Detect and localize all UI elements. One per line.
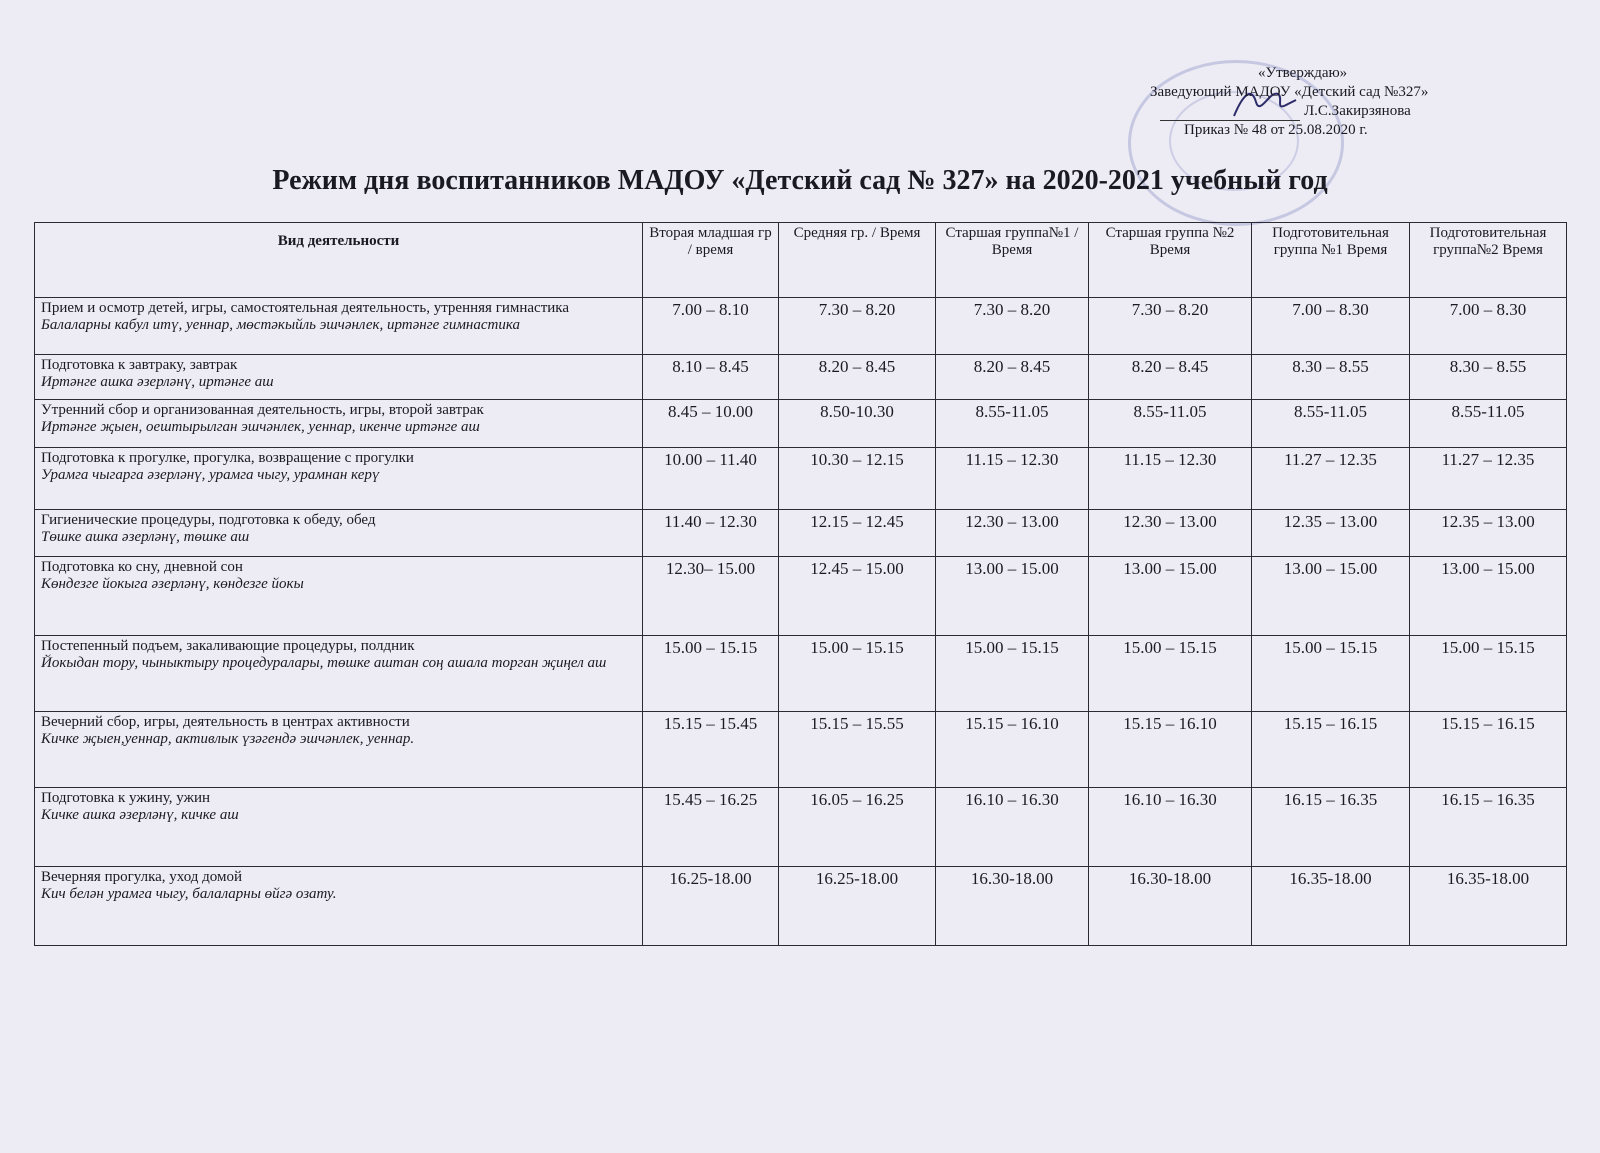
header-group-1: Вторая младшая гр / время [643,223,779,298]
activity-tt: Кичке җыен,уеннар, активлык үзәгендә эшчәнлек, уеннар. [41,731,415,747]
time-cell: 12.45 – 15.00 [779,557,936,636]
activity-ru: Вечерняя прогулка, уход домой [41,869,243,885]
time-cell: 15.00 – 15.15 [936,636,1089,712]
activity-tt: Иртәнге ашка әзерләнү, иртәнге аш [41,374,274,390]
time-cell: 15.45 – 16.25 [643,788,779,867]
signature-line [1160,106,1300,121]
activity-cell [35,298,643,355]
activity-tt: Балаларны кабул итү, уеннар, мөстәкыйль эшчәнлек, иртәнге гимнастика [41,317,520,333]
activity-cell [35,867,643,946]
time-cell: 12.30 – 13.00 [1089,510,1252,557]
approval-block [1150,64,1490,140]
time-cell: 15.15 – 16.15 [1410,712,1567,788]
time-cell: 10.30 – 12.15 [779,448,936,510]
time-cell: 7.30 – 8.20 [779,298,936,355]
activity-cell [35,712,643,788]
header-group-3: Старшая группа№1 / Время [936,223,1089,298]
time-cell: 8.55-11.05 [1410,400,1567,448]
time-cell: 12.30– 15.00 [643,557,779,636]
time-cell: 16.25-18.00 [779,867,936,946]
time-cell: 15.00 – 15.15 [1252,636,1410,712]
activity-tt: Төшке ашка әзерләнү, төшке аш [41,529,250,545]
time-cell: 13.00 – 15.00 [1252,557,1410,636]
header-activity: Вид деятельности [35,223,643,298]
header-group-2: Средняя гр. / Время [779,223,936,298]
time-cell: 8.30 – 8.55 [1410,355,1567,400]
time-cell: 16.15 – 16.35 [1410,788,1567,867]
time-cell: 12.35 – 13.00 [1410,510,1567,557]
header-group-5: Подготовительная группа №1 Время [1252,223,1410,298]
time-cell: 8.55-11.05 [936,400,1089,448]
approval-title: «Утверждаю» [1258,65,1348,81]
time-cell: 10.00 – 11.40 [643,448,779,510]
approval-signer-name: Л.С.Закирзянова [1304,103,1411,119]
activity-tt: Иртәнге җыен, оештырылган эшчәнлек, уеннар, икенче иртәнге аш [41,419,480,435]
time-cell: 15.15 – 16.10 [936,712,1089,788]
activity-ru: Гигиенические процедуры, подготовка к обеду, обед [41,512,376,528]
activity-tt: Кичке ашка әзерләнү, кичке аш [41,807,239,823]
activity-ru: Подготовка ко сну, дневной сон [41,559,243,575]
activity-cell [35,788,643,867]
schedule-table [34,222,1567,946]
page-title: Режим дня воспитанников МАДОУ «Детский сад № 327» на 2020-2021 учебный год [272,165,1328,196]
time-cell: 7.30 – 8.20 [1089,298,1252,355]
table-row [35,355,1567,400]
table-row [35,788,1567,867]
time-cell: 7.00 – 8.30 [1410,298,1567,355]
time-cell: 15.15 – 15.45 [643,712,779,788]
time-cell: 16.10 – 16.30 [936,788,1089,867]
time-cell: 16.35-18.00 [1410,867,1567,946]
time-cell: 12.30 – 13.00 [936,510,1089,557]
activity-ru: Прием и осмотр детей, игры, самостоятельная деятельность, утренняя гимнастика [41,300,570,316]
time-cell: 15.00 – 15.15 [779,636,936,712]
time-cell: 8.20 – 8.45 [1089,355,1252,400]
time-cell: 7.00 – 8.30 [1252,298,1410,355]
time-cell: 16.05 – 16.25 [779,788,936,867]
approval-position: Заведующий МАДОУ «Детский сад №327» [1150,84,1429,100]
header-group-6: Подготовительная группа№2 Время [1410,223,1567,298]
time-cell: 15.15 – 16.15 [1252,712,1410,788]
activity-ru: Подготовка к прогулке, прогулка, возвращение с прогулки [41,450,414,466]
time-cell: 16.10 – 16.30 [1089,788,1252,867]
table-body [35,298,1567,946]
time-cell: 15.15 – 16.10 [1089,712,1252,788]
time-cell: 15.00 – 15.15 [1410,636,1567,712]
activity-tt: Көндезге йокыга әзерләнү, көндезге йокы [41,576,304,592]
time-cell: 12.15 – 12.45 [779,510,936,557]
table-row [35,636,1567,712]
time-cell: 13.00 – 15.00 [936,557,1089,636]
activity-cell [35,355,643,400]
approval-order: Приказ № 48 от 25.08.2020 г. [1184,122,1368,138]
time-cell: 12.35 – 13.00 [1252,510,1410,557]
activity-cell [35,400,643,448]
time-cell: 15.00 – 15.15 [643,636,779,712]
time-cell: 8.20 – 8.45 [936,355,1089,400]
activity-tt: Урамга чыгарга әзерләнү, урамга чыгу, урамнан керү [41,467,380,483]
time-cell: 11.27 – 12.35 [1252,448,1410,510]
time-cell: 16.35-18.00 [1252,867,1410,946]
table-row [35,867,1567,946]
time-cell: 16.15 – 16.35 [1252,788,1410,867]
activity-cell [35,636,643,712]
time-cell: 15.15 – 15.55 [779,712,936,788]
activity-cell [35,557,643,636]
time-cell: 8.50-10.30 [779,400,936,448]
time-cell: 7.30 – 8.20 [936,298,1089,355]
approval-signer [1150,102,1490,121]
time-cell: 16.30-18.00 [936,867,1089,946]
time-cell: 11.27 – 12.35 [1410,448,1567,510]
activity-ru: Вечерний сбор, игры, деятельность в центрах активности [41,714,410,730]
activity-ru: Утренний сбор и организованная деятельность, игры, второй завтрак [41,402,484,418]
time-cell: 16.25-18.00 [643,867,779,946]
time-cell: 11.15 – 12.30 [1089,448,1252,510]
table-row [35,557,1567,636]
activity-ru: Постепенный подъем, закаливающие процедуры, полдник [41,638,415,654]
activity-cell [35,510,643,557]
activity-tt: Йокыдан тору, чыныктыру процедуралары, төшке аштан соң ашала торган җиңел аш [41,655,607,671]
time-cell: 15.00 – 15.15 [1089,636,1252,712]
activity-tt: Кич белән урамга чыгу, балаларны өйгә озату. [41,886,337,902]
header-group-4: Старшая группа №2 Время [1089,223,1252,298]
time-cell: 11.40 – 12.30 [643,510,779,557]
time-cell: 8.30 – 8.55 [1252,355,1410,400]
activity-ru: Подготовка к ужину, ужин [41,790,210,806]
time-cell: 8.55-11.05 [1252,400,1410,448]
time-cell: 7.00 – 8.10 [643,298,779,355]
time-cell: 16.30-18.00 [1089,867,1252,946]
table-row [35,510,1567,557]
time-cell: 13.00 – 15.00 [1089,557,1252,636]
time-cell: 13.00 – 15.00 [1410,557,1567,636]
table-header-row [35,223,1567,298]
time-cell: 8.45 – 10.00 [643,400,779,448]
table-row [35,448,1567,510]
time-cell: 11.15 – 12.30 [936,448,1089,510]
activity-cell [35,448,643,510]
time-cell: 8.10 – 8.45 [643,355,779,400]
table-row [35,298,1567,355]
time-cell: 8.20 – 8.45 [779,355,936,400]
table-row [35,712,1567,788]
table-row [35,400,1567,448]
time-cell: 8.55-11.05 [1089,400,1252,448]
activity-ru: Подготовка к завтраку, завтрак [41,357,238,373]
